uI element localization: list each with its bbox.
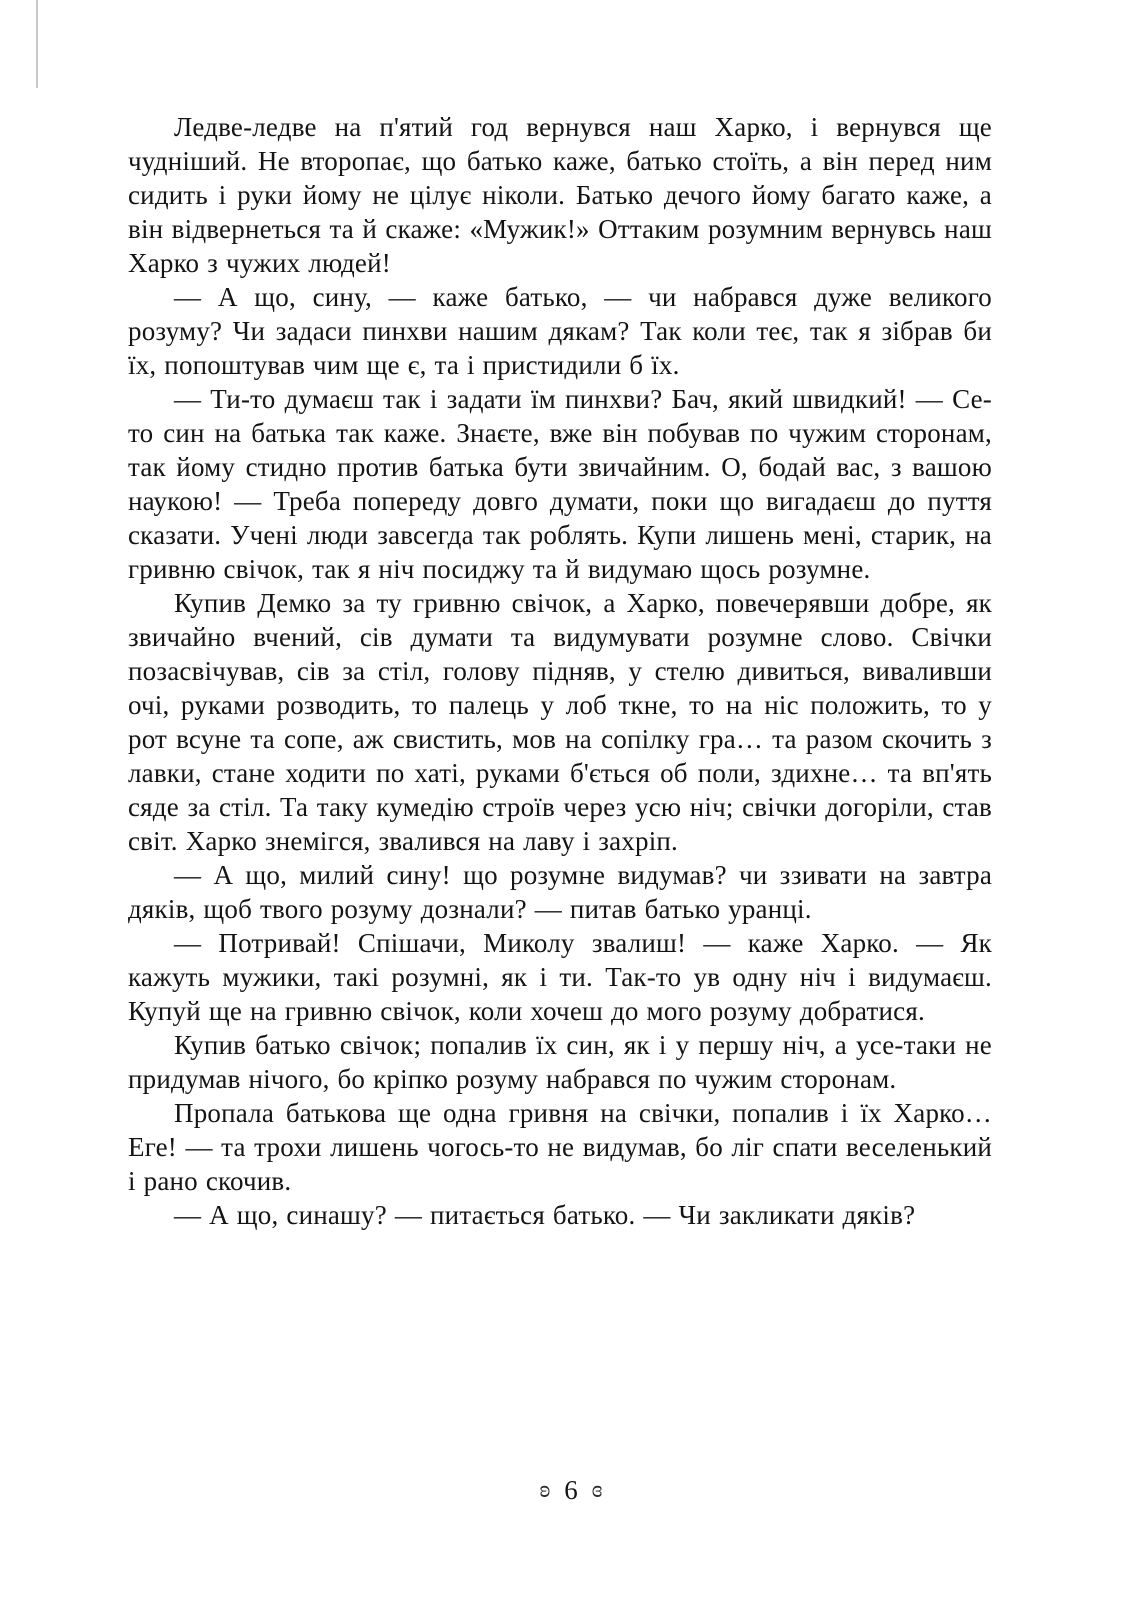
paragraph: — Ти-то думаєш так і задати їм пинхви? Бач, який швидкий! — Се-то син на батька так каже. Знаєте, вже він побував по чужим сторонам, так йому стидно против батька бути звичайним. О, бодай вас, з вашою наукою! — Треба попереду довго думати, поки що вигадаєш до пуття сказати. Учені люди завсегда так роблять. Купи лишень мені, старик, на гривню свічок, так я ніч посиджу та й видумаю щось розумне.: [128, 384, 992, 584]
paragraph: — Потривай! Спішачи, Миколу звалиш! — каже Харко. — Як кажуть мужики, такі розумні, як і ти. Так-то ув одну ніч і видумаєш. Купуй ще на гривню свічок, коли хочеш до мого розуму добратися.: [128, 928, 992, 1026]
paragraph: Ледве-ледве на п'ятий год вернувся наш Харко, і вернувся ще чудніший. Не второпає, що батько каже, батько стоїть, а він перед ним сидить і руки йому не цілує ніколи. Батько дечого йому багато каже, а він відвернеться та й скаже: «Мужик!» Оттаким розумним вернувсь наш Харко з чужих людей!: [128, 112, 992, 278]
left-ornament-icon: ʚ: [539, 1477, 551, 1503]
right-ornament-icon: ɞ: [591, 1477, 603, 1503]
paragraph: Купив Демко за ту гривню свічок, а Харко, повечерявши добре, як звичайно вчений, сів думати та видумувати розумне слово. Свічки позасвічував, сів за стіл, голову підняв, у стелю дивиться, виваливши очі, руками розводить, то палець у лоб ткне, то на ніс положить, то у рот всуне та сопе, аж свистить, мов на сопілку гра… та разом скочить з лавки, стане ходити по хаті, руками б'ється об поли, здихне… та вп'ять сяде за стіл. Та таку кумедію строїв через усю ніч; свічки догоріли, став світ. Харко знемігся, звалився на лаву і захріп.: [128, 588, 992, 856]
text-block: [128, 110, 992, 1232]
paragraph: Пропала батькова ще одна гривня на свічки, попалив і їх Харко… Еге! — та трохи лишень чогось-то не видумав, бо ліг спати веселенький і рано скочив.: [128, 1098, 992, 1196]
paragraph: — А що, сину, — каже батько, — чи набрався дуже великого розуму? Чи задаси пинхви нашим дякам? Так коли теє, так я зібрав би їх, попоштував чим ще є, та і пристидили б їх.: [128, 282, 992, 380]
paragraph: Купив батько свічок; попалив їх син, як і у першу ніч, а усе-таки не придумав нічого, бо кріпко розуму набрався по чужим сторонам.: [128, 1030, 992, 1094]
paragraph: — А що, милий сину! що розумне видумав? чи ззивати на завтра дяків, щоб твого розуму дознали? — питав батько уранці.: [128, 860, 992, 924]
page-number: 6: [564, 1475, 578, 1505]
paragraph: — А що, синашу? — питається батько. — Чи закликати дяків?: [174, 1200, 916, 1230]
page-number-footer: [0, 1475, 1142, 1506]
scan-artifact-line: [36, 0, 38, 88]
